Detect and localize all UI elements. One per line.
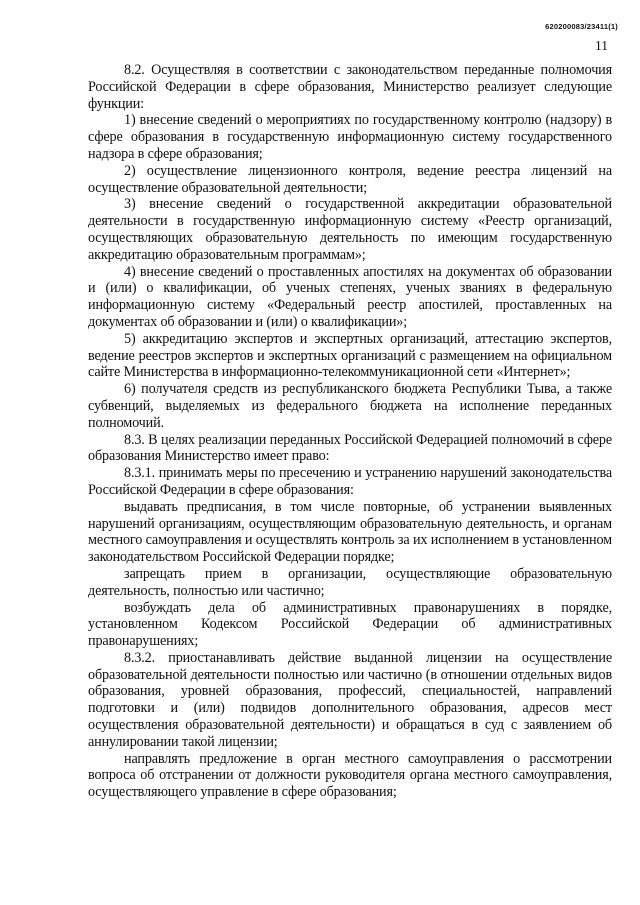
paragraph-function-5: 5) аккредитацию экспертов и экспертных организаций, аттестацию экспертов, ведение реестров экспертов и экспертных организаций с размещением на официальном сайте Министерства в информационно-телекоммуникационной сети «Интернет»; bbox=[88, 330, 612, 381]
paragraph-issue-orders: выдавать предписания, в том числе повторные, об устранении выявленных нарушений организациям, осуществляющим образовательную деятельность, и органам местного самоуправления и осуществлять контроль за их исполнением в установленном законодательством Российской Федерации порядке; bbox=[88, 498, 612, 566]
paragraph-8-3-2: 8.3.2. приостанавливать действие выданной лицензии на осуществление образовательной деятельности полностью или частично (в отношении отдельных видов образования, уровней образования, профессий, специальностей, направлений подготовки и (или) подвидов дополнительного образования, адресов мест осуществления образовательной деятельности) и обращаться в суд с заявлением об аннулировании такой лицензии; bbox=[88, 649, 612, 750]
paragraph-function-2: 2) осуществление лицензионного контроля, ведение реестра лицензий на осуществление образовательной деятельности; bbox=[88, 162, 612, 196]
document-id: 620200083/23411(1) bbox=[545, 22, 618, 31]
paragraph-8-3: 8.3. В целях реализации переданных Российской Федерацией полномочий в сфере образования Министерство имеет право: bbox=[88, 431, 612, 465]
paragraph-8-2: 8.2. Осуществляя в соответствии с законодательством переданные полномочия Российской Федерации в сфере образования, Министерство реализует следующие функции: bbox=[88, 62, 612, 112]
paragraph-administrative-cases: возбуждать дела об административных правонарушениях в порядке, установленном Кодексом Российской Федерации об административных правонарушениях; bbox=[88, 599, 612, 650]
page-number: 11 bbox=[595, 38, 608, 53]
paragraph-function-4: 4) внесение сведений о проставленных апостилях на документах об образовании и (или) о квалификации, об ученых степенях, ученых званиях в федеральную информационную систему «Федеральный реестр апостилей, проставленных на документах об образовании и (или) о квалификации»; bbox=[88, 263, 612, 330]
paragraph-function-3: 3) внесение сведений о государственной аккредитации образовательной деятельности в государственную информационную систему «Реестр организаций, осуществляющих образовательную деятельность по имеющим государственную аккредитацию образовательным программам»; bbox=[88, 196, 612, 263]
document-body bbox=[88, 62, 612, 801]
paragraph-8-3-1: 8.3.1. принимать меры по пресечению и устранению нарушений законодательства Российской Федерации в сфере образования: bbox=[88, 465, 612, 498]
paragraph-function-1: 1) внесение сведений о мероприятиях по государственному контролю (надзору) в сфере образования в государственную информационную систему государственного надзора в сфере образования; bbox=[88, 112, 612, 162]
paragraph-function-6: 6) получателя средств из республиканского бюджета Республики Тыва, а также субвенций, выделяемых из федерального бюджета на исполнение переданных полномочий. bbox=[88, 381, 612, 431]
paragraph-prohibit-admission: запрещать прием в организации, осуществляющие образовательную деятельность, полностью или частично; bbox=[88, 565, 612, 599]
paragraph-send-proposal: направлять предложение в орган местного самоуправления о рассмотрении вопроса об отстранении от должности руководителя органа местного самоуправления, осуществляющего управление в сфере образования; bbox=[88, 750, 612, 801]
